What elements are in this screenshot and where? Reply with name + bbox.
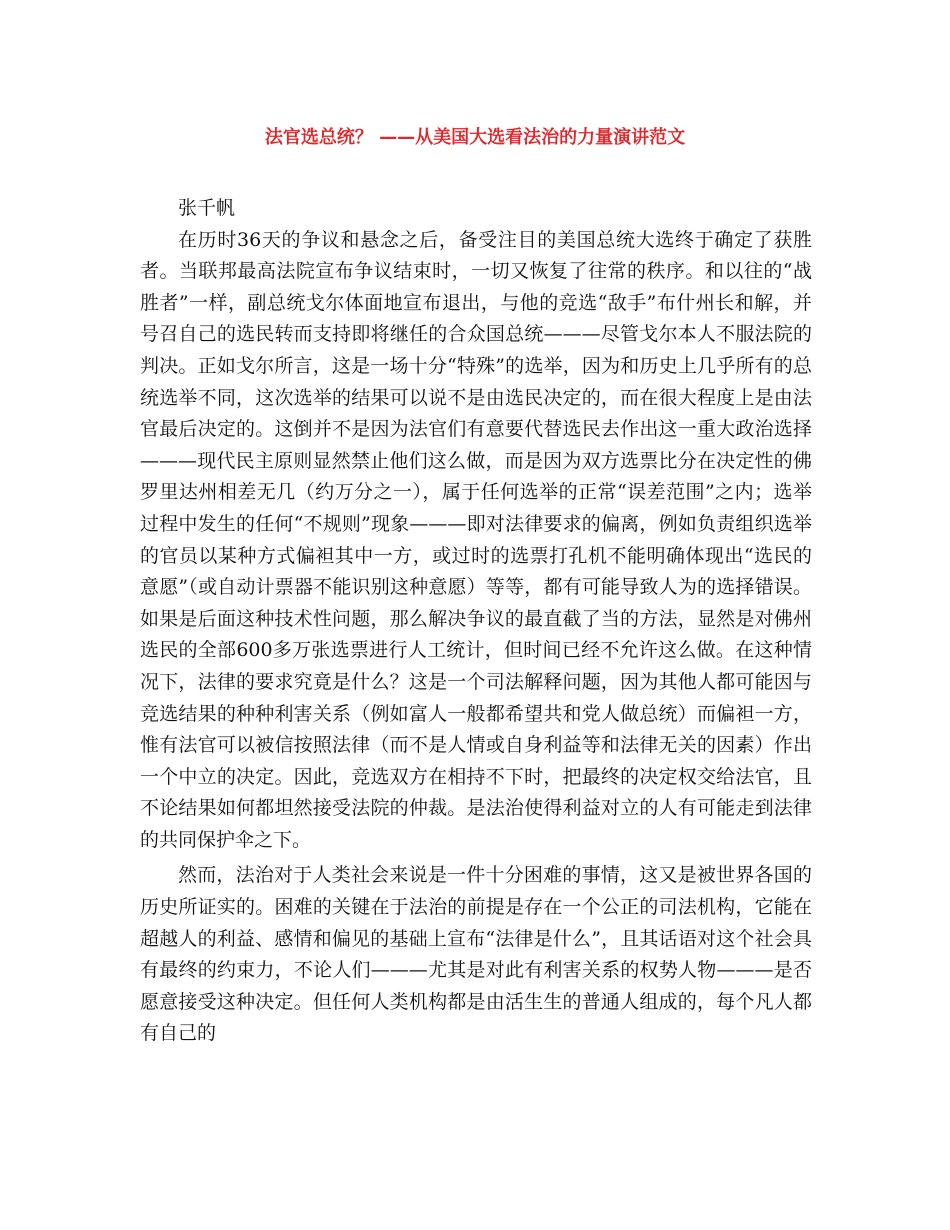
document-body	[140, 193, 812, 1050]
author-name: 张千帆	[178, 197, 236, 219]
document-title: 法官选总统？ ——从美国大选看法治的力量演讲范文	[264, 127, 686, 148]
paragraph-1: 在历时36天的争议和悬念之后，备受注目的美国总统大选终于确定了获胜者。当联邦最高法院宣布争议结束时，一切又恢复了往常的秩序。和以往的“战胜者”一样，副总统戈尔体面地宣布退出，与他的竞选“敌手”布什州长和解，并号召自己的选民转而支持即将继任的合众国总统———尽管戈尔本人不服法院的判决。正如戈尔所言，这是一场十分“特殊”的选举，因为和历史上几乎所有的总统选举不同，这次选举的结果可以说不是由选民决定的，而在很大程度上是由法官最后决定的。这倒并不是因为法官们有意要代替选民去作出这一重大政治选择———现代民主原则显然禁止他们这么做，而是因为双方选票比分在决定性的佛罗里达州相差无几（约万分之一），属于任何选举的正常“误差范围”之内；选举过程中发生的任何“不规则”现象———即对法律要求的偏离，例如负责组织选举的官员以某种方式偏袒其中一方，或过时的选票打孔机不能明确体现出“选民的意愿”（或自动计票器不能识别这种意愿）等等，都有可能导致人为的选择错误。如果是后面这种技术性问题，那么解决争议的最直截了当的方法，显然是对佛州选民的全部600多万张选票进行人工统计，但时间已经不允许这么做。在这种情况下，法律的要求究竟是什么？这是一个司法解释问题，因为其他人都可能因与竞选结果的种种利害关系（例如富人一般都希望共和党人做总统）而偏袒一方，惟有法官可以被信按照法律（而不是人情或自身利益等和法律无关的因素）作出一个中立的决定。因此，竞选双方在相持不下时，把最终的决定权交给法官，且不论结果如何都坦然接受法院的仲裁。是法治使得利益对立的人有可能走到法律的共同保护伞之下。	[140, 228, 812, 851]
paragraph-2: 然而，法治对于人类社会来说是一件十分困难的事情，这又是被世界各国的历史所证实的。困难的关键在于法治的前提是存在一个公正的司法机构，它能在超越人的利益、感情和偏见的基础上宣布“法律是什么”，且其话语对这个社会具有最终的约束力，不论人们———尤其是对此有利害关系的权势人物———是否愿意接受这种决定。但任何人类机构都是由活生生的普通人组成的，每个凡人都有自己的	[140, 864, 812, 1045]
